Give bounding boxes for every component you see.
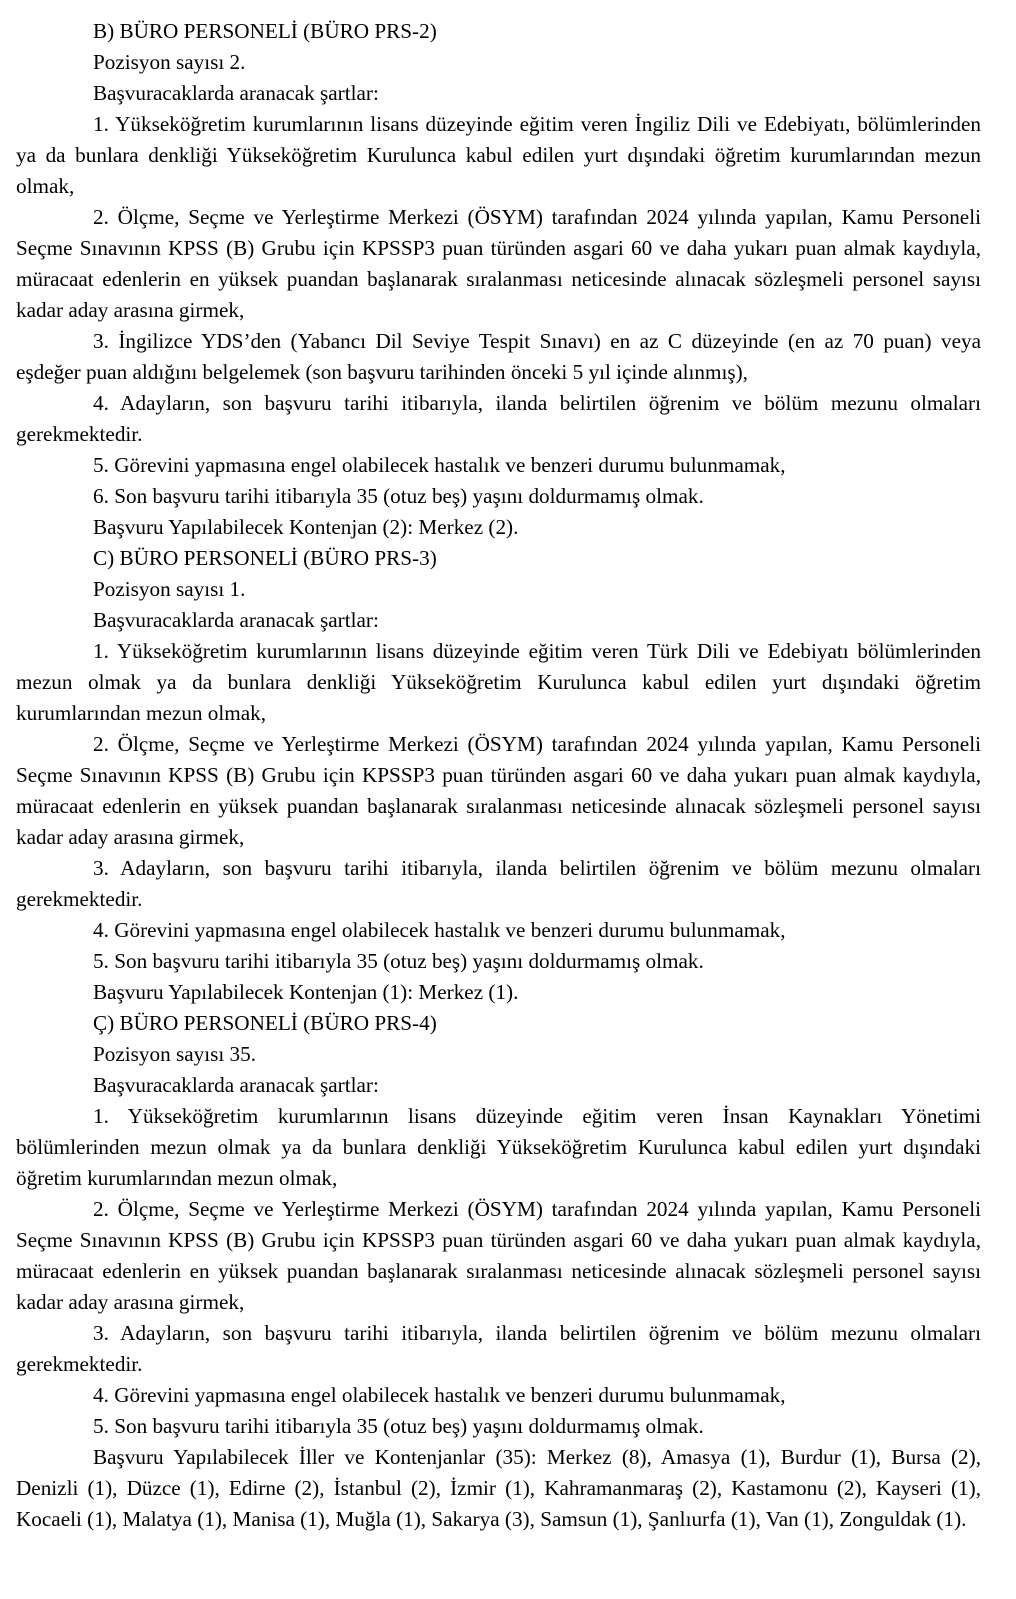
condition-item: 4. Görevini yapmasına engel olabilecek hastalık ve benzeri durumu bulunmamak, <box>93 1383 786 1407</box>
conditions-label: Başvuracaklarda aranacak şartlar: <box>93 81 379 105</box>
condition-item: 1. Yükseköğretim kurumlarının lisans düzeyinde eğitim veren İnsan Kaynakları Yönetimi bölümlerinden mezun olmak ya da bunlara denkliği Yükseköğretim Kurulunca kabul edilen yurt dışındaki öğretim kurumlarından mezun olmak, <box>16 1104 981 1190</box>
condition-item: 3. Adayların, son başvuru tarihi itibarıyla, ilanda belirtilen öğrenim ve bölüm mezunu olmaları gerekmektedir. <box>16 1321 981 1376</box>
condition-item: 5. Son başvuru tarihi itibarıyla 35 (otuz beş) yaşını doldurmamış olmak. <box>93 1414 704 1438</box>
condition-item: 4. Adayların, son başvuru tarihi itibarıyla, ilanda belirtilen öğrenim ve bölüm mezunu olmaları gerekmektedir. <box>16 391 981 446</box>
section-buro-prs-4 <box>16 1008 981 1535</box>
section-buro-prs-3 <box>16 543 981 1008</box>
section-heading: B) BÜRO PERSONELİ (BÜRO PRS-2) <box>93 19 437 43</box>
quota-text: Başvuru Yapılabilecek Kontenjan (1): Merkez (1). <box>93 980 519 1004</box>
condition-item: 6. Son başvuru tarihi itibarıyla 35 (otuz beş) yaşını doldurmamış olmak. <box>93 484 704 508</box>
position-count: Pozisyon sayısı 35. <box>93 1042 257 1066</box>
condition-item: 2. Ölçme, Seçme ve Yerleştirme Merkezi (ÖSYM) tarafından 2024 yılında yapılan, Kamu Personeli Seçme Sınavının KPSS (B) Grubu için KPSSP3 puan türünden asgari 60 ve daha yukarı puan almak kaydıyla, müracaat edenlerin en yüksek puandan başlanarak sıralanması neticesinde alınacak sözleşmeli personel sayısı kadar aday arasına girmek, <box>16 1197 981 1314</box>
conditions-label: Başvuracaklarda aranacak şartlar: <box>93 608 379 632</box>
condition-item: 2. Ölçme, Seçme ve Yerleştirme Merkezi (ÖSYM) tarafından 2024 yılında yapılan, Kamu Personeli Seçme Sınavının KPSS (B) Grubu için KPSSP3 puan türünden asgari 60 ve daha yukarı puan almak kaydıyla, müracaat edenlerin en yüksek puandan başlanarak sıralanması neticesinde alınacak sözleşmeli personel sayısı kadar aday arasına girmek, <box>16 205 981 322</box>
condition-item: 5. Son başvuru tarihi itibarıyla 35 (otuz beş) yaşını doldurmamış olmak. <box>93 949 704 973</box>
condition-item: 1. Yükseköğretim kurumlarının lisans düzeyinde eğitim veren Türk Dili ve Edebiyatı bölümlerinden mezun olmak ya da bunlara denkliği Yükseköğretim Kurulunca kabul edilen yurt dışındaki öğretim kurumlarından mezun olmak, <box>16 639 981 725</box>
condition-item: 3. İngilizce YDS’den (Yabancı Dil Seviye Tespit Sınavı) en az C düzeyinde (en az 70 puan) veya eşdeğer puan aldığını belgelemek (son başvuru tarihinden önceki 5 yıl içinde alınmış), <box>16 329 981 384</box>
document-page <box>16 16 981 1535</box>
condition-item: 1. Yükseköğretim kurumlarının lisans düzeyinde eğitim veren İngiliz Dili ve Edebiyatı, bölümlerinden ya da bunlara denkliği Yükseköğretim Kurulunca kabul edilen yurt dışındaki öğretim kurumlarından mezun olmak, <box>16 112 981 198</box>
section-heading: Ç) BÜRO PERSONELİ (BÜRO PRS-4) <box>93 1011 437 1035</box>
position-count: Pozisyon sayısı 2. <box>93 50 246 74</box>
condition-item: 3. Adayların, son başvuru tarihi itibarıyla, ilanda belirtilen öğrenim ve bölüm mezunu olmaları gerekmektedir. <box>16 856 981 911</box>
quota-text: Başvuru Yapılabilecek Kontenjan (2): Merkez (2). <box>93 515 519 539</box>
position-count: Pozisyon sayısı 1. <box>93 577 246 601</box>
quota-text: Başvuru Yapılabilecek İller ve Kontenjanlar (35): Merkez (8), Amasya (1), Burdur (1), Bursa (2), Denizli (1), Düzce (1), Edirne (2), İstanbul (2), İzmir (1), Kahramanmaraş (2), Kastamonu (2), Kayseri (1), Kocaeli (1), Malatya (1), Manisa (1), Muğla (1), Sakarya (3), Samsun (1), Şanlıurfa (1), Van (1), Zonguldak (1). <box>16 1445 981 1531</box>
section-heading: C) BÜRO PERSONELİ (BÜRO PRS-3) <box>93 546 437 570</box>
conditions-label: Başvuracaklarda aranacak şartlar: <box>93 1073 379 1097</box>
section-buro-prs-2 <box>16 16 981 543</box>
condition-item: 5. Görevini yapmasına engel olabilecek hastalık ve benzeri durumu bulunmamak, <box>93 453 786 477</box>
condition-item: 2. Ölçme, Seçme ve Yerleştirme Merkezi (ÖSYM) tarafından 2024 yılında yapılan, Kamu Personeli Seçme Sınavının KPSS (B) Grubu için KPSSP3 puan türünden asgari 60 ve daha yukarı puan almak kaydıyla, müracaat edenlerin en yüksek puandan başlanarak sıralanması neticesinde alınacak sözleşmeli personel sayısı kadar aday arasına girmek, <box>16 732 981 849</box>
condition-item: 4. Görevini yapmasına engel olabilecek hastalık ve benzeri durumu bulunmamak, <box>93 918 786 942</box>
